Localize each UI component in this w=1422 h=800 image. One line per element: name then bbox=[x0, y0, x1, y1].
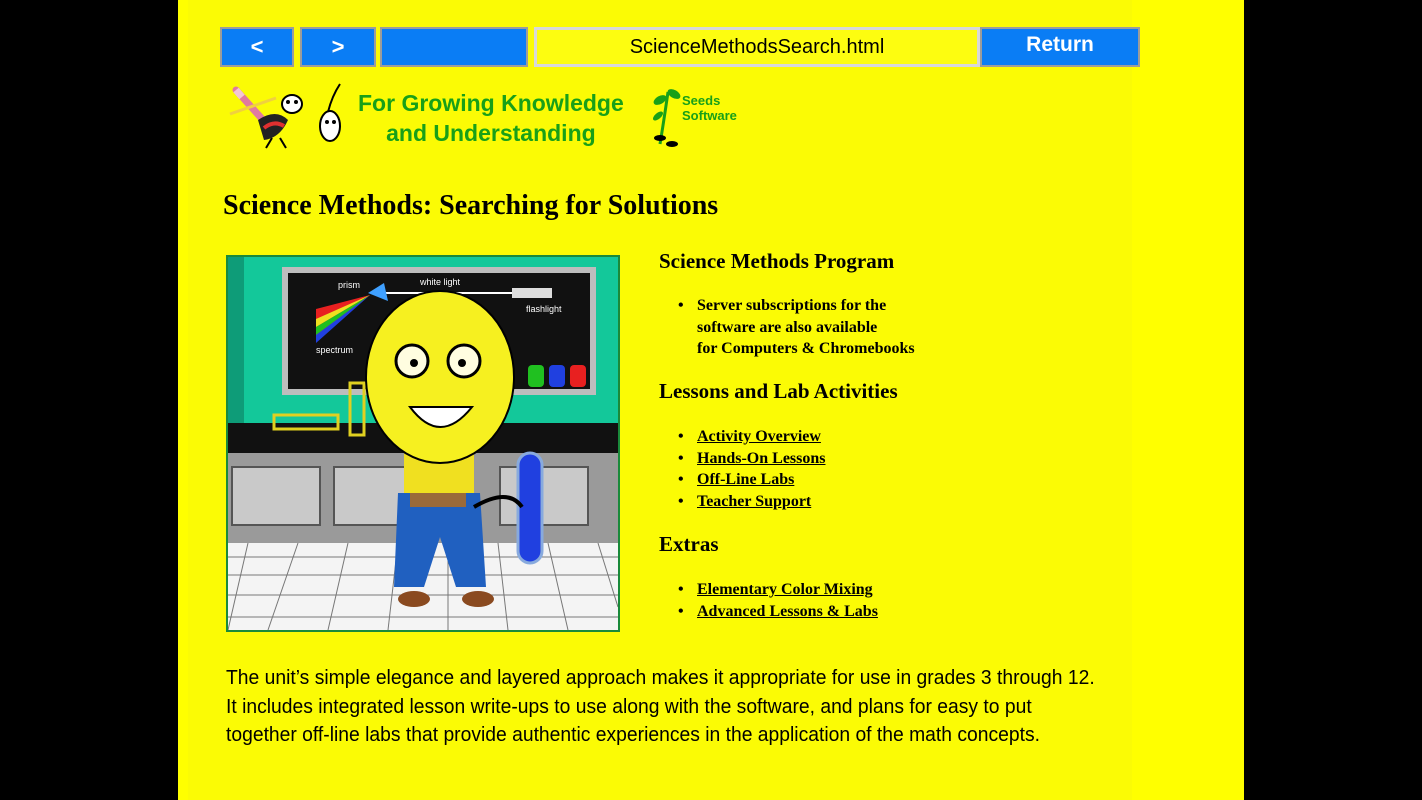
return-button[interactable]: Return bbox=[980, 27, 1140, 67]
lessons-list bbox=[659, 426, 826, 513]
link-advanced-lessons-labs[interactable]: Advanced Lessons & Labs bbox=[697, 602, 878, 620]
url-field[interactable]: ScienceMethodsSearch.html bbox=[534, 27, 980, 67]
lightbulb-scientist-icon bbox=[228, 257, 618, 630]
list-item bbox=[659, 579, 878, 601]
list-item bbox=[659, 469, 826, 491]
list-item: for Computers & Chromebooks bbox=[697, 340, 915, 358]
program-heading: Science Methods Program bbox=[659, 249, 895, 273]
tagline bbox=[358, 88, 624, 148]
link-activity-overview[interactable]: Activity Overview bbox=[697, 428, 821, 445]
label-prism: prism bbox=[338, 280, 360, 290]
description-line-2: It includes integrated lesson write-ups to use along with the software, and plans for easy to put bbox=[226, 695, 1032, 718]
description-paragraph bbox=[226, 664, 1166, 750]
brand-name bbox=[682, 93, 737, 123]
content-panel bbox=[188, 0, 1132, 800]
tagline-line-1: For Growing Knowledge bbox=[358, 90, 624, 116]
list-item bbox=[659, 601, 878, 623]
link-off-line-labs[interactable]: Off-Line Labs bbox=[697, 471, 795, 489]
brand-line-2: Software bbox=[682, 108, 737, 123]
list-item bbox=[659, 491, 826, 513]
label-spectrum: spectrum bbox=[316, 345, 354, 355]
page-title: Science Methods: Searching for Solutions bbox=[223, 190, 719, 221]
program-list bbox=[659, 295, 915, 360]
hero-illustration bbox=[226, 255, 620, 632]
extras-list bbox=[659, 579, 878, 622]
list-item bbox=[659, 448, 826, 470]
list-item bbox=[659, 426, 826, 448]
link-hands-on-lessons[interactable]: Hands-On Lessons bbox=[697, 449, 826, 467]
brand-line-1: Seeds bbox=[682, 93, 721, 108]
lessons-heading: Lessons and Lab Activities bbox=[659, 379, 898, 403]
extras-heading: Extras bbox=[659, 532, 719, 556]
back-button[interactable]: < bbox=[220, 27, 294, 67]
description-line-1: The unit’s simple elegance and layered approach makes it appropriate for use in grades 3 through 12. bbox=[226, 667, 1095, 689]
list-item: software are also available bbox=[697, 318, 878, 336]
label-white-light: white light bbox=[420, 277, 461, 287]
link-teacher-support[interactable]: Teacher Support bbox=[697, 493, 812, 511]
forward-button[interactable]: > bbox=[300, 27, 376, 67]
tagline-line-2: and Understanding bbox=[386, 120, 596, 146]
page bbox=[178, 0, 1244, 800]
label-flashlight: flashlight bbox=[526, 304, 562, 314]
link-elementary-color-mixing[interactable]: Elementary Color Mixing bbox=[697, 581, 873, 598]
description-line-3: together off-line labs that provide authentic experiences in the application of the math concepts. bbox=[226, 724, 1040, 746]
blank-nav-button[interactable] bbox=[380, 27, 528, 67]
list-item: • Server subscriptions for the bbox=[659, 295, 915, 317]
